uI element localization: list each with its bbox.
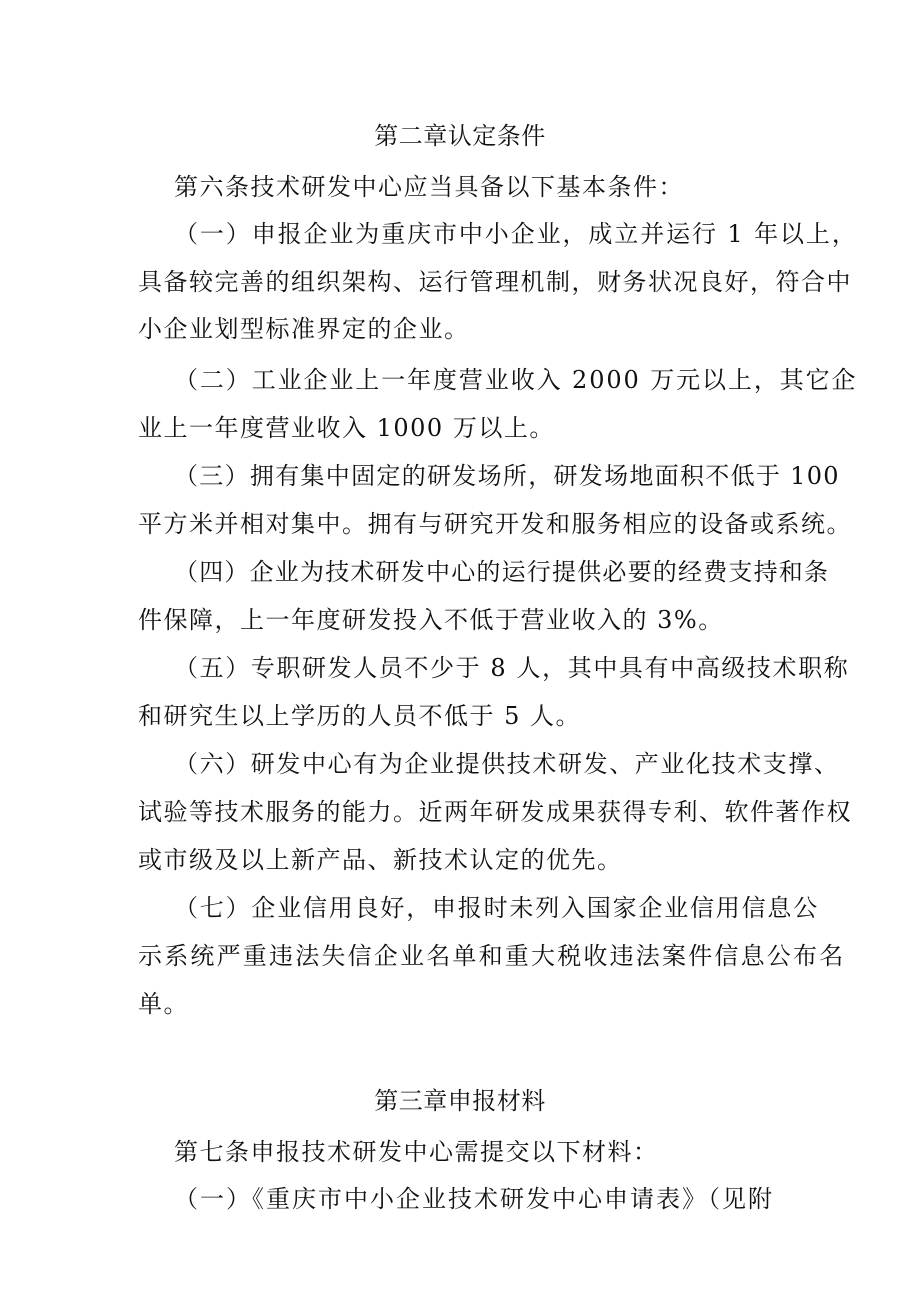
- item-1-line-1: （一）申报企业为重庆市中小企业，成立并运行 1 年以上，: [174, 220, 858, 248]
- item-2-line-1: （二）工业企业上一年度营业收入 2000 万元以上，其它企: [174, 366, 858, 394]
- chapter-2-title: 第二章认定条件: [374, 122, 546, 150]
- item-7-line-3: 单。: [138, 990, 189, 1018]
- item-6-line-1: （六）研发中心有为企业提供技术研发、产业化技术支撑、: [174, 750, 840, 778]
- item-4-line-1: （四）企业为技术研发中心的运行提供必要的经费支持和条: [174, 558, 830, 586]
- item-7-line-2: 示系统严重违法失信企业名单和重大税收违法案件信息公布名: [138, 942, 846, 970]
- item-6-line-3: 或市级及以上新产品、新技术认定的优先。: [138, 846, 623, 874]
- item-5-line-2: 和研究生以上学历的人员不低于 5 人。: [138, 702, 582, 730]
- item-2-line-2: 业上一年度营业收入 1000 万以上。: [138, 414, 555, 442]
- item-1-line-3: 小企业划型标准界定的企业。: [138, 315, 470, 343]
- article-6-heading: 第六条技术研发中心应当具备以下基本条件：: [174, 173, 684, 201]
- item-7-line-1: （七）企业信用良好，申报时未列入国家企业信用信息公: [174, 894, 819, 922]
- chapter-3-title: 第三章申报材料: [374, 1087, 546, 1115]
- item-1-line-2: 具备较完善的组织架构、运行管理机制，财务状况良好，符合中: [138, 268, 852, 296]
- ch3-item-1-line-1: （一）《重庆市中小企业技术研发中心申请表》（见附: [174, 1185, 774, 1213]
- item-6-line-2: 试验等技术服务的能力。近两年研发成果获得专利、软件著作权: [138, 798, 852, 826]
- article-7-heading: 第七条申报技术研发中心需提交以下材料：: [174, 1138, 659, 1166]
- item-4-line-2: 件保障，上一年度研发投入不低于营业收入的 3%。: [138, 606, 724, 634]
- item-3-line-2: 平方米并相对集中。拥有与研究开发和服务相应的设备或系统。: [138, 510, 852, 538]
- item-5-line-1: （五）专职研发人员不少于 8 人，其中具有中高级技术职称: [174, 654, 850, 682]
- item-3-line-1: （三）拥有集中固定的研发场所，研发场地面积不低于 100: [174, 462, 840, 490]
